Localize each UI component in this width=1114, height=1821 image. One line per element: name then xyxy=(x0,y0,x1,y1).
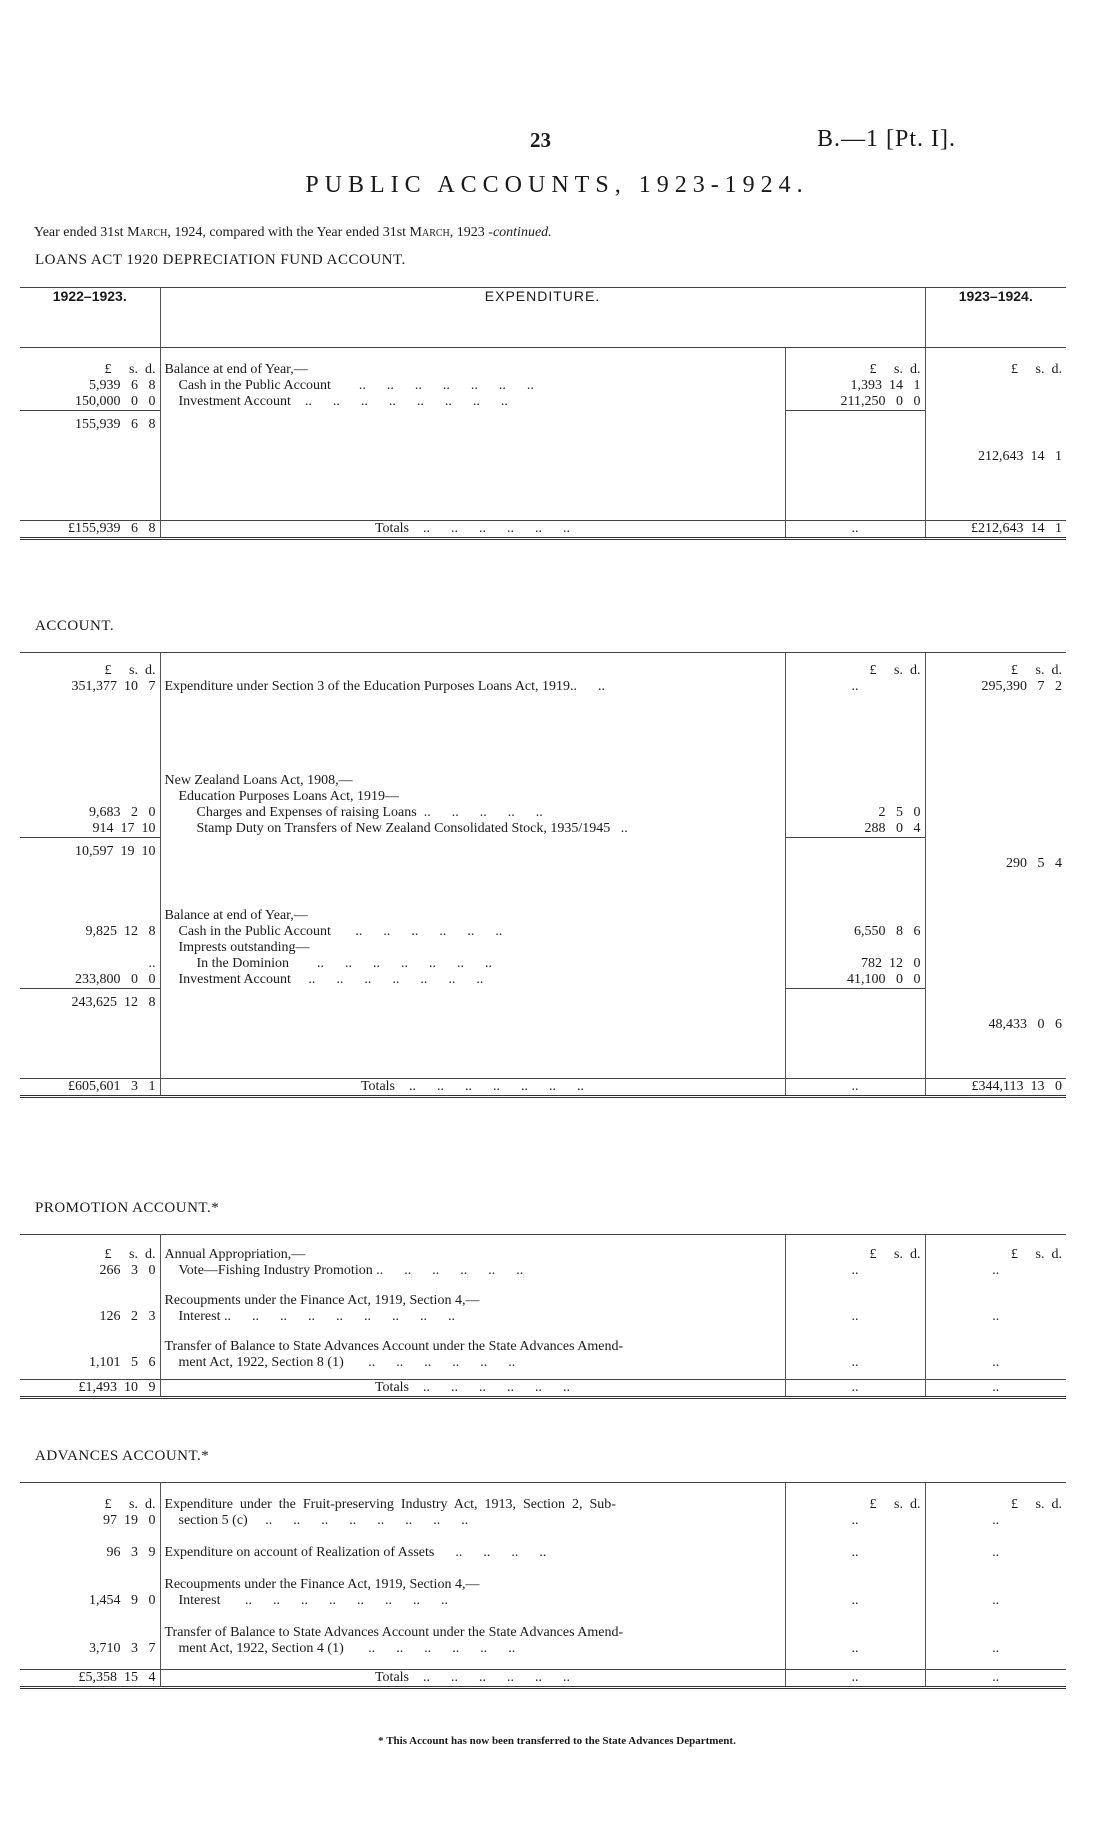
header-1922-1923: 1922–1923. xyxy=(20,288,160,348)
prev-subtotal: 10,597 19 10 xyxy=(20,838,160,908)
grand-total: .. xyxy=(925,1379,1066,1397)
units-total: £ s. d. xyxy=(925,1483,1066,1514)
item-label: Imprests outstanding— xyxy=(160,940,785,956)
item-label: Balance at end of Year,— xyxy=(160,348,785,379)
section-heading-depreciation-fund: LOANS ACT 1920 DEPRECIATION FUND ACCOUNT. xyxy=(35,252,406,268)
detail-total: .. xyxy=(785,521,925,539)
detail-value: 288 0 4 xyxy=(785,821,925,838)
item-label: ment Act, 1922, Section 4 (1) .. .. .. .. .. .. xyxy=(160,1641,785,1669)
prev-grand-total: £155,939 6 8 xyxy=(20,521,160,539)
grand-total: £212,643 14 1 xyxy=(925,521,1066,539)
units-detail: £ s. d. xyxy=(785,653,925,680)
item-label: Interest .. .. .. .. .. .. .. .. xyxy=(160,1593,785,1625)
prev-subtotal: 155,939 6 8 xyxy=(20,411,160,521)
total-value: .. xyxy=(925,1593,1066,1625)
item-label: Cash in the Public Account .. .. .. .. .. .. .. xyxy=(160,378,785,394)
item-label: Expenditure on account of Realization of Assets .. .. .. .. xyxy=(160,1545,785,1577)
item-label: Vote—Fishing Industry Promotion .. .. .. .. .. .. xyxy=(160,1263,785,1293)
prev-value: 266 3 0 xyxy=(99,1263,156,1278)
depreciation-fund-table xyxy=(20,287,1066,540)
totals-label: Totals .. .. .. .. .. .. xyxy=(160,521,785,539)
item-label: Transfer of Balance to State Advances Account under the State Advances Amend- xyxy=(160,1625,785,1641)
units-prev: £ s. d. xyxy=(20,1235,160,1264)
units-detail: £ s. d. xyxy=(785,1235,925,1264)
prev-value: 914 17 10 xyxy=(92,821,156,836)
advances-account-table xyxy=(20,1482,1066,1689)
detail-value: .. xyxy=(785,1355,925,1379)
total-value: .. xyxy=(925,1309,1066,1339)
detail-value: 782 12 0 xyxy=(785,956,925,972)
item-label: Expenditure under Section 3 of the Education Purposes Loans Act, 1919.. .. xyxy=(160,679,785,773)
item-label: Recoupments under the Finance Act, 1919, Section 4,— xyxy=(160,1577,785,1593)
prev-value: 1,454 9 0 xyxy=(89,1593,156,1608)
item-label: Recoupments under the Finance Act, 1919, Section 4,— xyxy=(160,1293,785,1309)
header-1923-1924: 1923–1924. xyxy=(925,288,1066,348)
item-label: ment Act, 1922, Section 8 (1) .. .. .. .. .. .. xyxy=(160,1355,785,1379)
detail-value: .. xyxy=(785,1309,925,1339)
detail-total: .. xyxy=(785,1669,925,1687)
item-label: Investment Account .. .. .. .. .. .. .. .. xyxy=(160,394,785,411)
promotion-account-table xyxy=(20,1234,1066,1399)
header-expenditure: EXPENDITURE. xyxy=(160,288,925,348)
prev-grand-total: £5,358 15 4 xyxy=(20,1669,160,1687)
item-label: New Zealand Loans Act, 1908,— xyxy=(160,773,785,789)
grand-total: £344,113 13 0 xyxy=(925,1078,1066,1096)
section-heading-promotion: PROMOTION ACCOUNT.* xyxy=(35,1200,220,1216)
prev-value: 9,683 2 0 xyxy=(89,805,156,820)
item-label: Transfer of Balance to State Advances Account under the State Advances Amend- xyxy=(160,1339,785,1355)
detail-value: 211,250 0 0 xyxy=(785,394,925,411)
units-prev: £ s. d. xyxy=(20,1483,160,1514)
units-detail: £ s. d. xyxy=(785,1483,925,1514)
prev-value: 126 2 3 xyxy=(99,1309,156,1324)
item-label: Charges and Expenses of raising Loans .. .. .. .. .. xyxy=(160,805,785,821)
units-prev: £ s. d. xyxy=(104,362,156,377)
units-total: £ s. d. xyxy=(925,348,1066,379)
prev-value: 150,000 0 0 xyxy=(75,394,156,409)
page-reference: B.—1 [Pt. I]. xyxy=(817,126,956,152)
detail-value: .. xyxy=(785,1545,925,1577)
prev-value: 5,939 6 8 xyxy=(89,378,156,393)
detail-value: .. xyxy=(785,679,925,773)
detail-value: .. xyxy=(785,1263,925,1293)
detail-value: .. xyxy=(785,1593,925,1625)
detail-value: 1,393 14 1 xyxy=(785,378,925,394)
item-label: Balance at end of Year,— xyxy=(160,908,785,924)
prev-value: 97 19 0 xyxy=(103,1513,156,1528)
page-title: PUBLIC ACCOUNTS, 1923-1924. xyxy=(305,172,809,198)
education-loans-table xyxy=(20,652,1066,1098)
item-label: Cash in the Public Account .. .. .. .. .. .. xyxy=(160,924,785,940)
grand-total: .. xyxy=(925,1669,1066,1687)
totals-label: Totals .. .. .. .. .. .. xyxy=(160,1669,785,1687)
prev-value: 9,825 12 8 xyxy=(85,923,156,939)
section-heading-account: ACCOUNT. xyxy=(35,618,115,634)
page-number: 23 xyxy=(530,128,551,152)
prev-grand-total: £1,493 10 9 xyxy=(20,1379,160,1397)
units-detail: £ s. d. xyxy=(785,348,925,379)
item-label: Investment Account .. .. .. .. .. .. .. xyxy=(160,972,785,989)
prev-value: 3,710 3 7 xyxy=(89,1641,156,1656)
item-label: Annual Appropriation,— xyxy=(160,1235,785,1264)
prev-value: 1,101 5 6 xyxy=(89,1355,156,1370)
prev-value: 351,377 10 7 xyxy=(71,679,156,694)
total-value: 48,433 0 6 xyxy=(925,972,1066,1079)
total-value: 295,390 7 2 xyxy=(925,679,1066,773)
detail-value: 2 5 0 xyxy=(785,805,925,821)
detail-total: .. xyxy=(785,1379,925,1397)
item-label: Education Purposes Loans Act, 1919— xyxy=(160,789,785,805)
total-value: .. xyxy=(925,1641,1066,1669)
prev-value: 233,800 0 0 xyxy=(75,971,156,987)
total-value: .. xyxy=(925,1355,1066,1379)
section-heading-advances: ADVANCES ACCOUNT.* xyxy=(35,1448,210,1464)
prev-grand-total: £605,601 3 1 xyxy=(20,1078,160,1096)
total-value: 290 5 4 xyxy=(925,821,1066,908)
total-value: .. xyxy=(925,1263,1066,1293)
prev-value: 96 3 9 xyxy=(106,1545,156,1560)
footnote: * This Account has now been transferred to the State Advances Department. xyxy=(378,1735,736,1747)
prev-value: .. xyxy=(148,955,156,971)
item-label: Expenditure under the Fruit-preserving Industry Act, 1913, Section 2, Sub- xyxy=(160,1483,785,1514)
item-label: Interest .. .. .. .. .. .. .. .. .. xyxy=(160,1309,785,1339)
units-prev: £ s. d. xyxy=(20,653,160,680)
item-label: Stamp Duty on Transfers of New Zealand Consolidated Stock, 1935/1945 .. xyxy=(160,821,785,838)
total-value: .. xyxy=(925,1513,1066,1545)
detail-value: .. xyxy=(785,1513,925,1545)
prev-subtotal: 243,625 12 8 xyxy=(20,988,160,1078)
totals-label: Totals .. .. .. .. .. .. xyxy=(160,1379,785,1397)
detail-total: .. xyxy=(785,1078,925,1096)
units-total: £ s. d. xyxy=(925,1235,1066,1264)
detail-value: 41,100 0 0 xyxy=(785,972,925,989)
units-total: £ s. d. xyxy=(925,653,1066,680)
detail-value: .. xyxy=(785,1641,925,1669)
page-subtitle: Year ended 31st March, 1924, compared with the Year ended 31st March, 1923 -continued. xyxy=(34,225,552,240)
totals-label: Totals .. .. .. .. .. .. .. xyxy=(160,1078,785,1096)
total-value: .. xyxy=(925,1545,1066,1577)
item-label: In the Dominion .. .. .. .. .. .. .. xyxy=(160,956,785,972)
total-value: 212,643 14 1 xyxy=(925,394,1066,521)
detail-value: 6,550 8 6 xyxy=(785,924,925,940)
item-label: section 5 (c) .. .. .. .. .. .. .. .. xyxy=(160,1513,785,1545)
